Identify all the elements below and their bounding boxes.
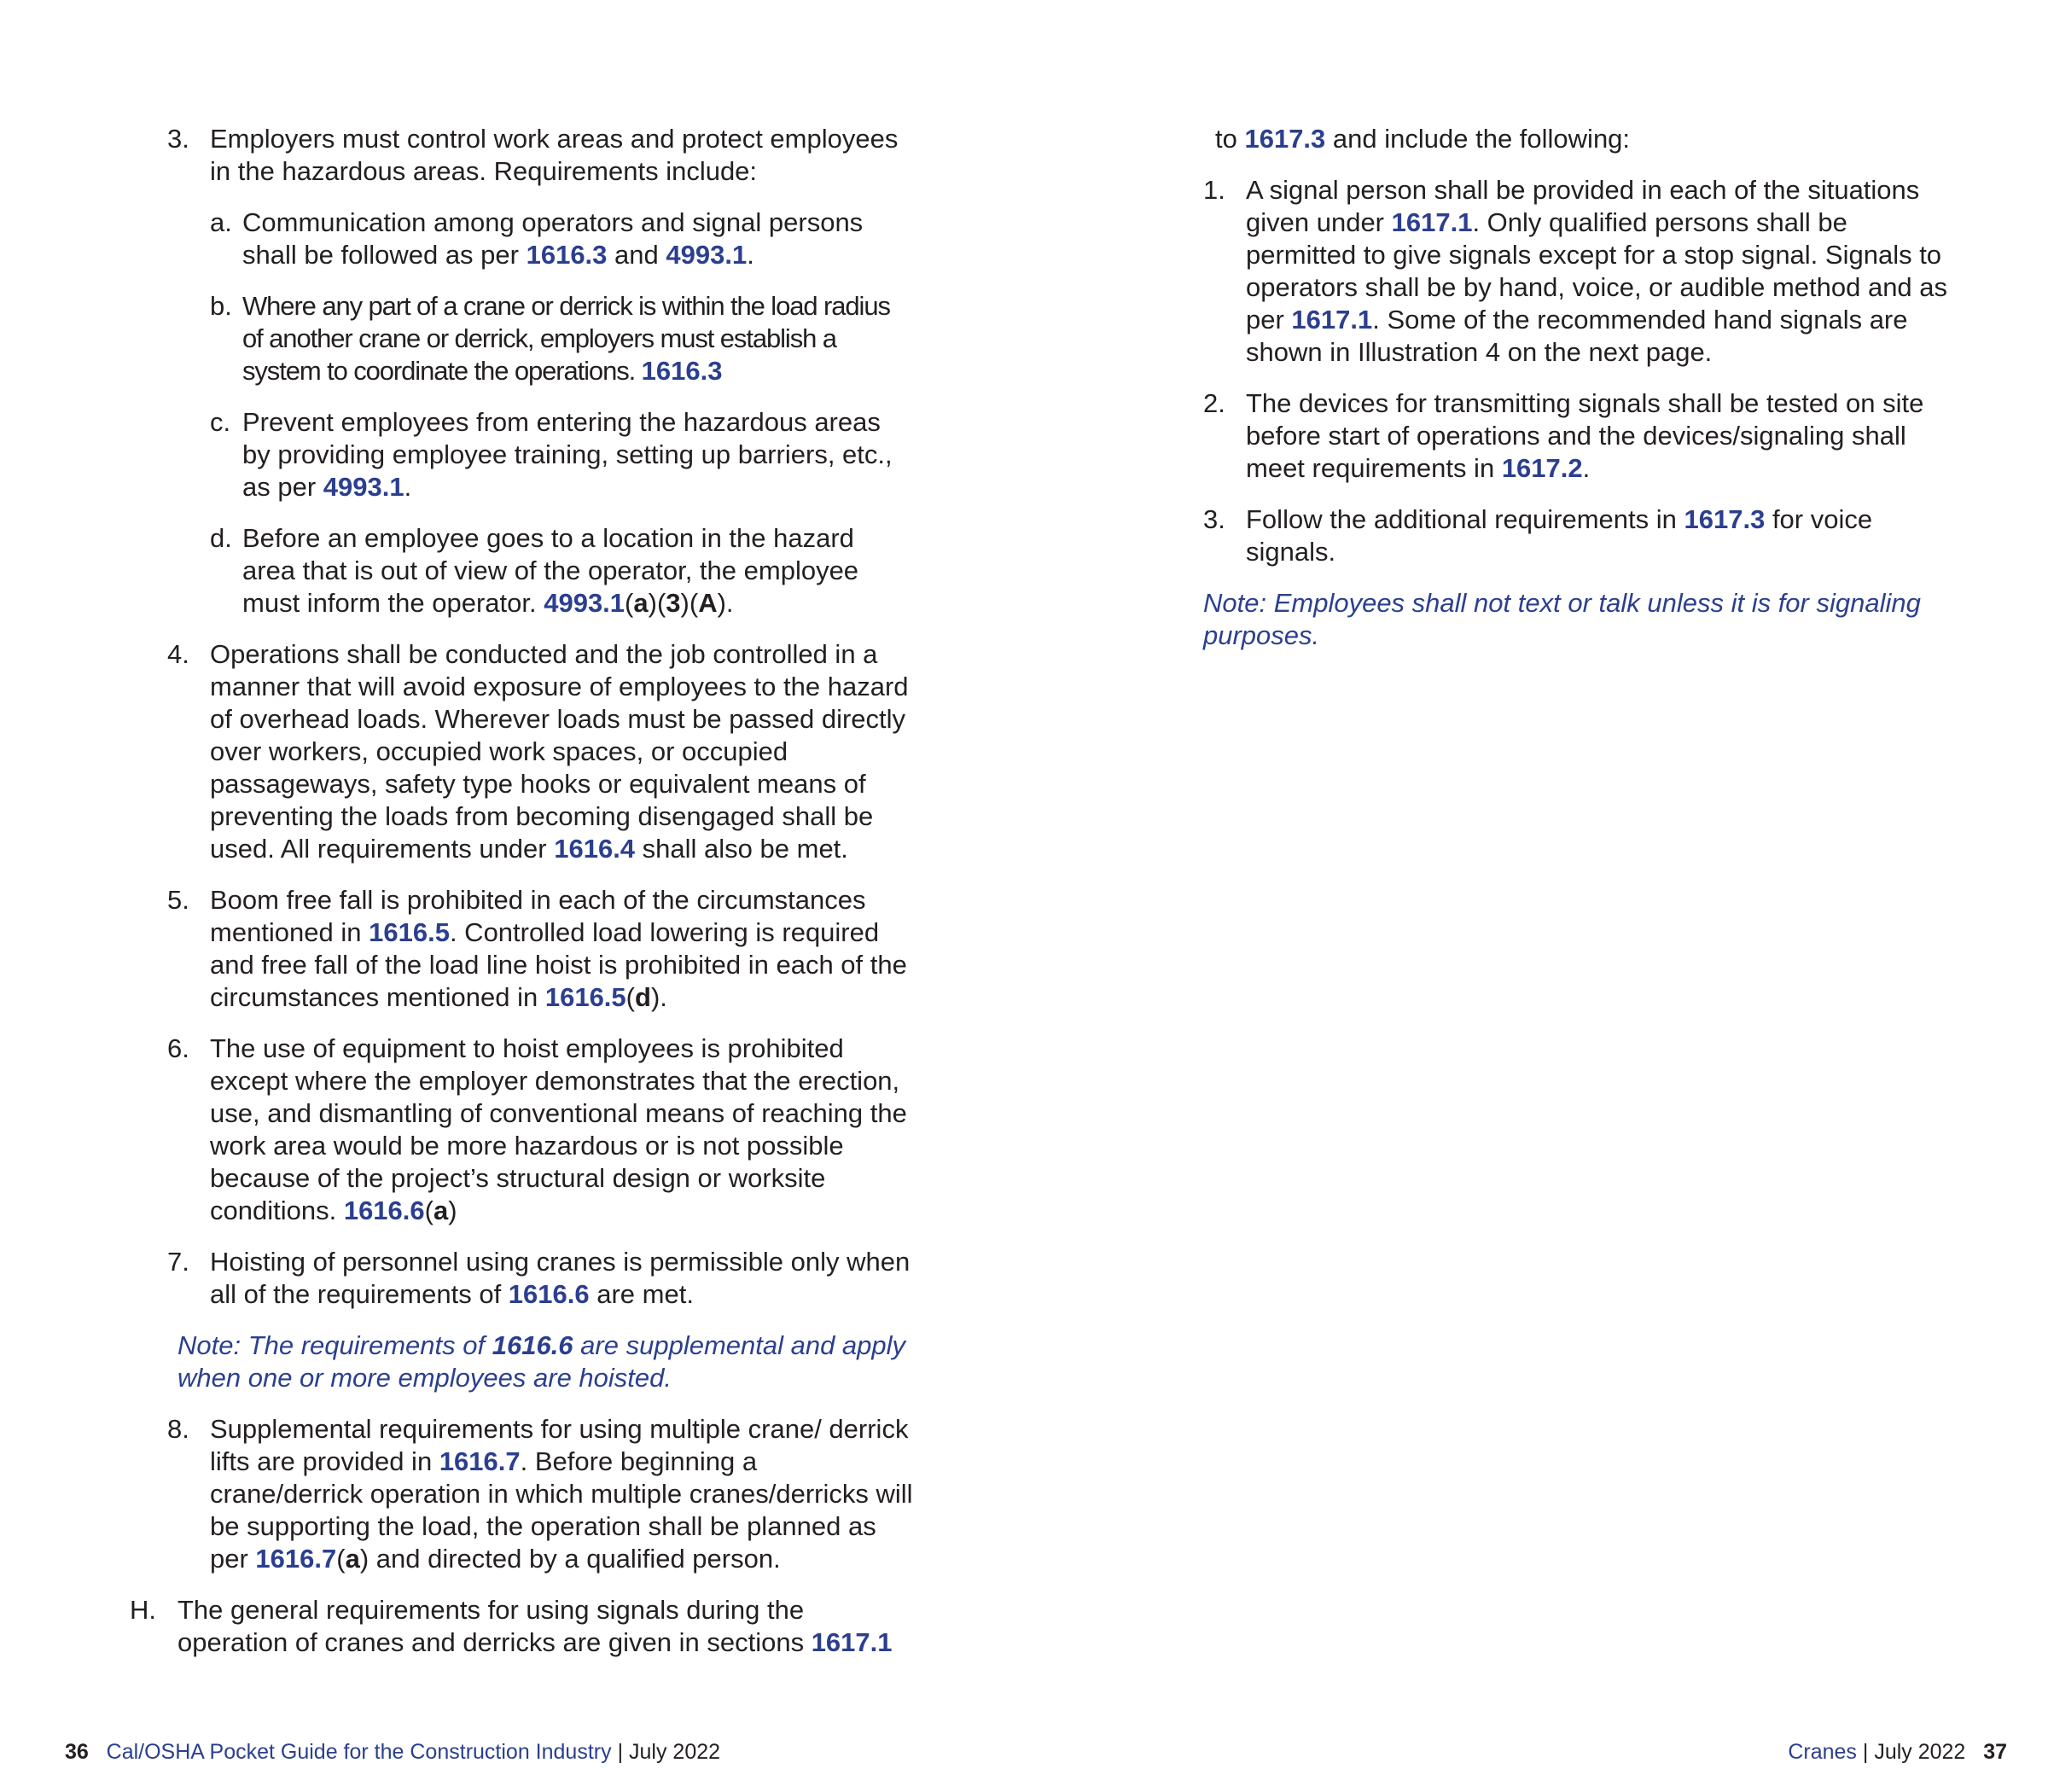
left-footer	[65, 1739, 720, 1765]
list-item-h	[130, 1594, 913, 1659]
section-reference-link[interactable]: 1616.3	[641, 356, 723, 386]
item-text: (	[625, 588, 634, 618]
item-text: The use of equipment to hoist employees is prohibited except where the employer demonstrates that the erection, use, and dismantling of conventional means of reaching the work area would be more hazardous or is not possible because of the project’s structural design or worksite conditions.	[210, 1033, 907, 1225]
item-text: (	[336, 1544, 346, 1574]
guide-title-link[interactable]: Cal/OSHA Pocket Guide for the Construction Industry	[106, 1740, 612, 1764]
item-text: .	[1582, 453, 1591, 483]
item-number: 3.	[1203, 504, 1225, 534]
list-item-7	[167, 1246, 913, 1311]
item-text: and include the following:	[1325, 124, 1631, 154]
continuation-text	[1215, 123, 1954, 155]
subsection-letter: a	[433, 1196, 449, 1225]
section-reference-link[interactable]: 4993.1	[544, 588, 625, 618]
item-text: .	[404, 472, 412, 502]
item-text: . Some of the recommended hand signals are shown in Illustration 4 on the next page.	[1246, 305, 1908, 367]
item-text: shall also be met.	[635, 834, 848, 864]
item-number: 1.	[1203, 175, 1225, 205]
item-number: 2.	[1203, 388, 1225, 418]
subsection-letter: a	[345, 1544, 360, 1574]
section-reference-link[interactable]: 1616.6	[343, 1196, 425, 1225]
item-number: 4.	[167, 639, 189, 669]
section-reference-link[interactable]: 4993.1	[323, 472, 404, 502]
item-text: ) and directed by a qualified person.	[359, 1544, 781, 1574]
subsection-letter: a	[633, 588, 649, 618]
list-item-c	[210, 406, 913, 503]
section-reference-link[interactable]: 1617.1	[1291, 305, 1373, 335]
item-text: Where any part of a crane or derrick is within the load radius of another crane or derrick, employers must establish a system to coordinate the operations.	[242, 291, 890, 386]
item-text: (	[625, 982, 635, 1012]
section-reference-link[interactable]: 1616.6	[508, 1279, 590, 1309]
item-text: )(	[648, 588, 666, 618]
item-text: Follow the additional requirements in	[1246, 504, 1684, 534]
list-item-8	[167, 1413, 913, 1575]
right-column	[1203, 123, 1954, 671]
item-number: 6.	[167, 1033, 189, 1063]
right-footer	[1788, 1739, 2007, 1765]
item-text: . Only qualified persons shall be permitted to give signals except for a stop signal. Signals to operators shall be by hand, voice, or audible method and as per	[1246, 207, 1948, 335]
item-number: 3.	[167, 124, 189, 154]
section-title-link[interactable]: Cranes	[1788, 1740, 1857, 1764]
section-reference-link[interactable]: 1616.5	[544, 982, 626, 1012]
section-reference-link[interactable]: 1616.3	[526, 240, 608, 270]
footer-separator: |	[1862, 1740, 1869, 1764]
list-item-1	[1203, 174, 1954, 369]
section-reference-link[interactable]: 4993.1	[666, 240, 748, 270]
right-page	[1024, 0, 2048, 1792]
list-item-3	[167, 123, 913, 188]
item-text: for voice signals.	[1246, 504, 1873, 567]
item-letter: d.	[210, 523, 232, 553]
item-text: Operations shall be conducted and the job controlled in a manner that will avoid exposure of employees to the hazard of overhead loads. Wherever loads must be passed directly over workers, occupied work spaces, or occupied passageways, safety type hooks or equivalent means of preventing the loads from becoming disengaged shall be used. All requirements under	[210, 639, 909, 864]
page-number: 37	[1983, 1740, 2007, 1764]
section-reference-link[interactable]: 1617.3	[1684, 504, 1766, 534]
item-letter: a.	[210, 207, 232, 237]
list-item-b	[210, 290, 913, 387]
section-reference-link[interactable]: 1617.3	[1244, 124, 1326, 154]
section-reference-link[interactable]: 1617.1	[811, 1627, 893, 1657]
item-text: . Before beginning a crane/derrick operation in which multiple cranes/derricks will be supporting the load, the operation shall be planned as per	[210, 1446, 913, 1574]
footer-date: July 2022	[1874, 1740, 1966, 1764]
note-text: are supplemental and apply when one or more employees are hoisted.	[177, 1330, 906, 1393]
item-text: Employers must control work areas and protect employees in the hazardous areas. Requirements include:	[210, 124, 899, 186]
item-text: Supplemental requirements for using multiple crane/ derrick lifts are provided in	[210, 1414, 909, 1476]
item-letter: H.	[130, 1595, 156, 1625]
item-text: and	[607, 240, 666, 270]
item-text: (	[424, 1196, 433, 1225]
item-text: .	[747, 240, 754, 270]
item-text: Prevent employees from entering the hazardous areas by providing employee training, setting up barriers, etc., as per	[242, 407, 893, 502]
item-text: )(	[680, 588, 699, 618]
list-item-5	[167, 884, 913, 1014]
list-item-4	[167, 638, 913, 865]
page-number: 36	[65, 1740, 89, 1764]
item-text: The devices for transmitting signals shall be tested on site before start of operations and the devices/signaling shall meet requirements in	[1246, 388, 1924, 483]
footer-date: July 2022	[629, 1740, 721, 1764]
item-text: . Controlled load lowering is required and free fall of the load line hoist is prohibited in each of the circumstances mentioned in	[210, 917, 907, 1012]
item-text: Before an employee goes to a location in the hazard area that is out of view of the operator, the employee must inform the operator.	[242, 523, 859, 618]
section-reference-link[interactable]: 1617.1	[1391, 207, 1473, 237]
item-text: )	[448, 1196, 457, 1225]
item-text: The general requirements for using signals during the operation of cranes and derricks are given in sections	[177, 1595, 812, 1657]
section-reference-link[interactable]: 1617.2	[1501, 453, 1583, 483]
item-text: Communication among operators and signal persons shall be followed as per	[242, 207, 864, 270]
item-number: 7.	[167, 1247, 189, 1277]
item-text: ).	[717, 588, 734, 618]
list-item-6	[167, 1033, 913, 1227]
subsection-letter: d	[635, 982, 651, 1012]
item-text: Boom free fall is prohibited in each of the circumstances mentioned in	[210, 885, 866, 947]
item-number: 5.	[167, 885, 189, 915]
item-text: ).	[650, 982, 667, 1012]
subsection-number: 3	[666, 588, 681, 618]
section-reference-link[interactable]: 1616.7	[439, 1446, 521, 1476]
list-item-a	[210, 207, 913, 271]
list-item-2	[1203, 387, 1954, 485]
item-text: to	[1215, 124, 1245, 154]
left-column	[128, 123, 913, 1678]
section-reference-link[interactable]: 1616.6	[492, 1330, 573, 1360]
note-signaling: Note: Employees shall not text or talk unless it is for signaling purposes.	[1203, 588, 1921, 650]
note-hoisting	[177, 1329, 913, 1394]
section-reference-link[interactable]: 1616.5	[369, 917, 450, 947]
item-text: Hoisting of personnel using cranes is permissible only when all of the requirements of	[210, 1247, 911, 1309]
section-reference-link[interactable]: 1616.7	[255, 1544, 337, 1574]
list-item-d	[210, 522, 913, 620]
footer-separator: |	[617, 1740, 624, 1764]
item-number: 8.	[167, 1414, 189, 1444]
item-text: A signal person shall be provided in each of the situations given under	[1246, 175, 1920, 237]
item-letter: b.	[210, 291, 232, 321]
note-text: Note: The requirements of	[177, 1330, 492, 1360]
section-reference-link[interactable]: 1616.4	[554, 834, 636, 864]
subsection-letter: A	[698, 588, 718, 618]
item-letter: c.	[210, 407, 231, 437]
item-text: are met.	[589, 1279, 694, 1309]
list-item-3	[1203, 503, 1954, 568]
